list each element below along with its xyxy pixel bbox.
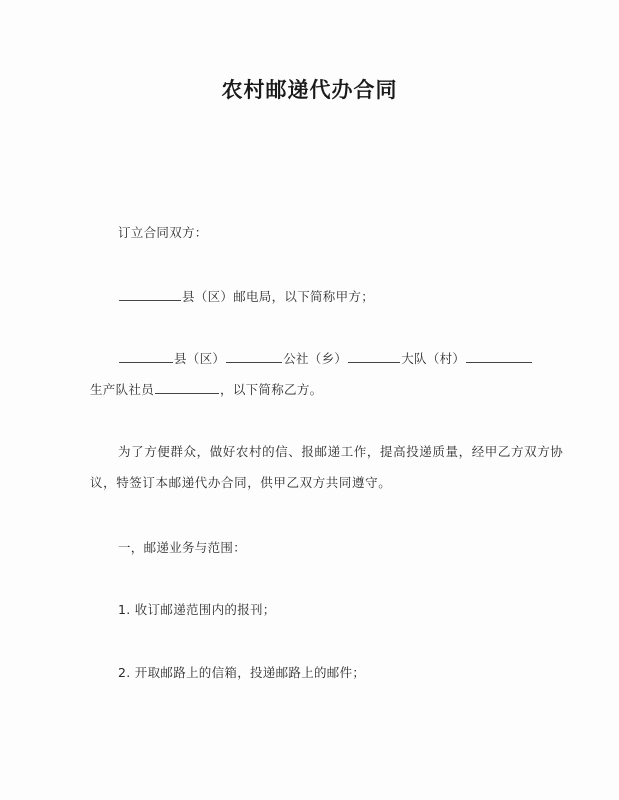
party-b-member-label: 生产队社员 (90, 382, 155, 397)
preamble-line-1: 为了方便群众，做好农村的信、报邮递工作，提高投递质量，经甲乙方双方协 (118, 444, 564, 459)
party-b-brigade-label: 大队（村） (401, 351, 466, 366)
section-1-item-2: 2. 开取邮路上的信箱，投递邮路上的邮件； (118, 665, 366, 680)
party-a-line (118, 288, 374, 305)
party-a-suffix: 县（区）邮电局，以下简称甲方； (182, 289, 375, 304)
party-b-commune-label: 公社（乡） (283, 351, 348, 366)
party-b-line-1 (118, 350, 533, 367)
parties-heading: 订立合同双方： (118, 225, 208, 240)
party-a-county-blank[interactable] (119, 288, 181, 301)
section-1-heading: 一，邮递业务与范围： (118, 540, 247, 555)
document-title: 农村邮递代办合同 (221, 77, 398, 102)
preamble-line-2: 议，特签订本邮递代办合同，供甲乙双方共同遵守。 (90, 475, 392, 490)
party-b-suffix: ，以下简称乙方。 (220, 382, 323, 397)
party-b-team-blank[interactable] (466, 350, 532, 363)
party-b-brigade-blank[interactable] (348, 350, 400, 363)
section-1-item-1: 1. 收订邮递范围内的报刊； (118, 602, 276, 617)
party-b-member-blank[interactable] (155, 381, 219, 394)
party-b-county-blank[interactable] (119, 350, 173, 363)
party-b-county-label: 县（区） (174, 351, 226, 366)
party-b-line-2 (90, 381, 322, 398)
party-b-commune-blank[interactable] (226, 350, 282, 363)
